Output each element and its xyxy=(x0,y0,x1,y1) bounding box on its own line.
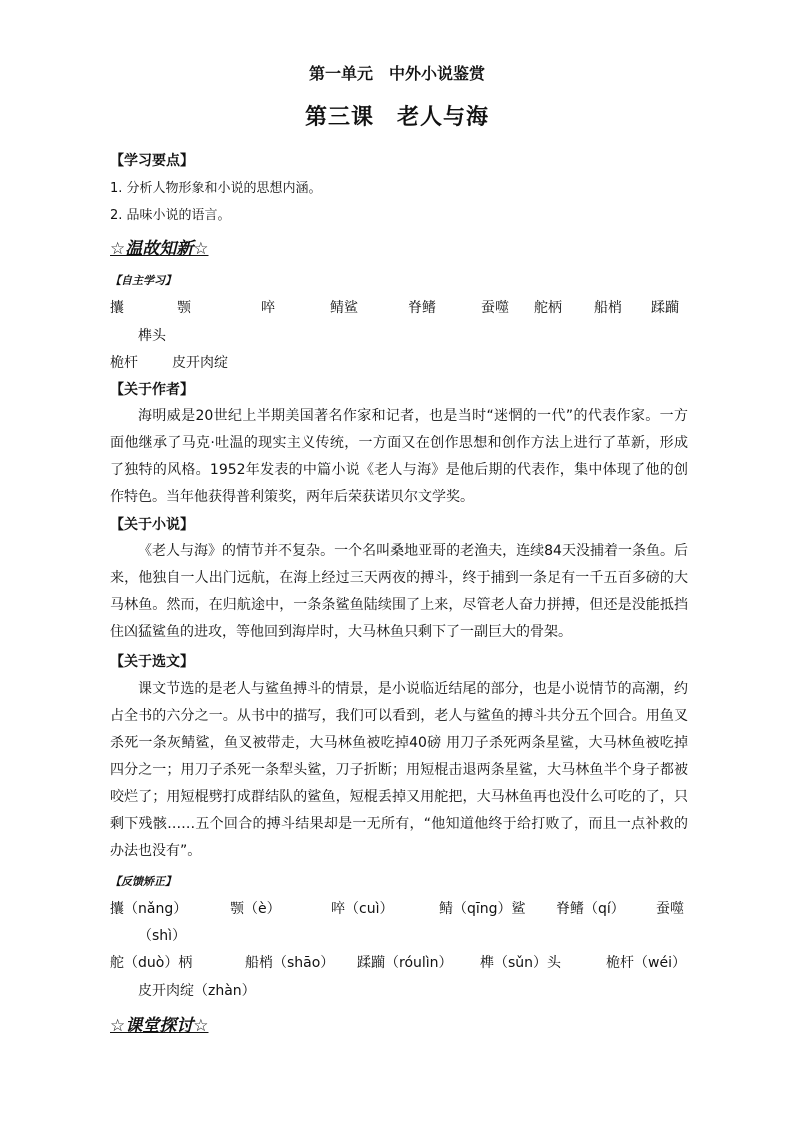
about-excerpt-paragraph xyxy=(110,676,688,865)
self-study-heading: 【自主学习】 xyxy=(110,274,176,287)
about-excerpt-heading: 【关于选文】 xyxy=(110,654,194,670)
word-11: 桅杆 xyxy=(110,355,138,371)
feedback-word-11: 桅杆（wéi） xyxy=(606,955,686,971)
word-4: 鲭鲨 xyxy=(330,300,358,316)
about-novel-paragraph xyxy=(110,538,688,646)
word-9: 蹂躏 xyxy=(651,300,679,316)
about-author-paragraph xyxy=(110,403,688,511)
feedback-heading: 【反馈矫正】 xyxy=(110,875,176,888)
feedback-word-4: 鲭（qīng）鲨 xyxy=(439,901,526,917)
feedback-word-6: 蚕噬 xyxy=(656,901,684,917)
feedback-word-10: 榫（sǔn）头 xyxy=(480,955,562,971)
feedback-word-3: 啐（cuì） xyxy=(331,901,394,917)
feedback-word-9: 蹂躏（róulìn） xyxy=(357,955,453,971)
about-author-heading: 【关于作者】 xyxy=(110,382,194,398)
word-7: 舵柄 xyxy=(534,300,562,316)
word-1: 攮 xyxy=(110,300,124,316)
objective-item-2: 2. 品味小说的语言。 xyxy=(110,208,231,223)
objective-item-1: 1. 分析人物形象和小说的思想内涵。 xyxy=(110,181,322,196)
feedback-word-2: 颚（è） xyxy=(230,901,281,917)
word-12: 皮开肉绽 xyxy=(172,355,228,371)
feedback-word-5: 脊鳍（qí） xyxy=(556,901,625,917)
word-10: 榫头 xyxy=(138,328,166,344)
word-3: 啐 xyxy=(261,300,275,316)
word-2: 颚 xyxy=(177,300,191,316)
classroom-section-title: ☆课堂探讨☆ xyxy=(110,1016,209,1036)
feedback-word-12: 皮开肉绽（zhàn） xyxy=(138,983,256,999)
about-author-text: 海明威是20世纪上半期美国著名作家和记者，也是当时“迷惘的一代”的代表作家。一方面他继承了马克·吐温的现实主义传统，一方面又在创作思想和创作方法上进行了革新，形成了独特的风格。1952年发表的中篇小说《老人与海》是他后期的代表作，集中体现了他的创作特色。当年他获得普利策奖，两年后荣获诺贝尔文学奖。 xyxy=(110,408,688,505)
lesson-title: 第三课 老人与海 xyxy=(304,105,489,130)
about-novel-heading: 【关于小说】 xyxy=(110,517,194,533)
about-excerpt-text: 课文节选的是老人与鲨鱼搏斗的情景，是小说临近结尾的部分，也是小说情节的高潮，约占全书的六分之一。从书中的描写，我们可以看到，老人与鲨鱼的搏斗共分五个回合。用鱼叉杀死一条灰鲭鲨，鱼叉被带走，大马林鱼被吃掉40磅 用刀子杀死两条星鲨，大马林鱼被吃掉四分之一；用刀子杀死一条犁头鲨，刀子折断；用短棍击退两条星鲨，大马林鱼半个身子都被咬烂了；用短棍劈打成群结队的鲨鱼，短棍丢掉又用舵把，大马林鱼再也没什么可吃的了，只剩下残骸……五个回合的搏斗结果却是一无所有，“他知道他终于给打败了，而且一点补救的办法也没有”。 xyxy=(110,681,688,859)
word-6: 蚕噬 xyxy=(481,300,509,316)
feedback-word-7: 舵（duò）柄 xyxy=(110,955,193,971)
about-novel-text: 《老人与海》的情节并不复杂。一个名叫桑地亚哥的老渔夫，连续84天没捕着一条鱼。后来，他独自一人出门远航，在海上经过三天两夜的搏斗，终于捕到一条足有一千五百多磅的大马林鱼。然而，在归航途中，一条条鲨鱼陆续围了上来，尽管老人奋力拼搏，但还是没能抵挡住凶猛鲨鱼的进攻，等他回到海岸时，大马林鱼只剩下了一副巨大的骨架。 xyxy=(110,543,688,640)
feedback-word-6-pinyin: （shì） xyxy=(138,928,187,944)
review-section-title: ☆温故知新☆ xyxy=(110,239,209,259)
word-5: 脊鳍 xyxy=(408,300,436,316)
feedback-word-1: 攮（nǎng） xyxy=(110,901,188,917)
unit-title: 第一单元 中外小说鉴赏 xyxy=(308,64,485,83)
word-8: 船梢 xyxy=(594,300,622,316)
objectives-heading: 【学习要点】 xyxy=(110,153,194,169)
feedback-word-8: 船梢（shāo） xyxy=(245,955,335,971)
